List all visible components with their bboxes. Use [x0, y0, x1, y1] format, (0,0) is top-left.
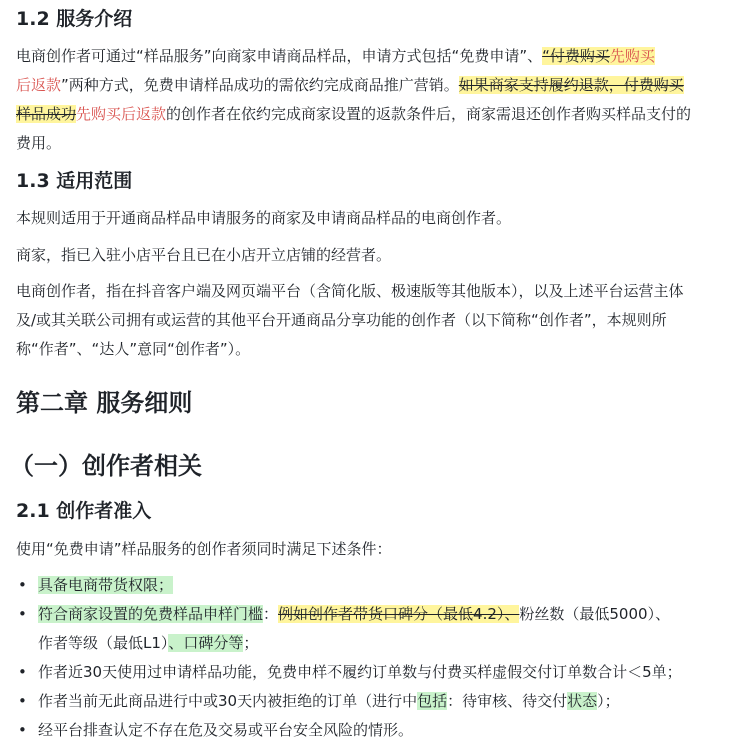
intro-line-3: [16, 100, 691, 129]
text-span: 经平台排查认定不存在危及交易或平台安全风险的情形。: [38, 721, 414, 739]
intro-line-1: [16, 42, 691, 71]
section-1-2: [16, 6, 132, 32]
list-item-line-1: [38, 600, 682, 629]
requirements-list: [16, 571, 682, 745]
highlight-green-text: 包括: [417, 692, 448, 710]
highlight-struck-text: “付费购买: [542, 47, 610, 65]
highlight-struck-text: 例如创作者带货口碑分（最低4.2）、: [278, 605, 520, 623]
text-span: 粉丝数（最低5000）、: [519, 605, 671, 623]
bullet-icon: •: [18, 721, 27, 739]
text-span: ：待审核、待交付: [447, 692, 568, 710]
red-text: 后返款: [16, 76, 62, 94]
text-span: ）；: [597, 692, 620, 710]
highlight-struck-text: 如果商家支持履约退款，付费购买: [458, 76, 684, 94]
text-span: ：: [263, 605, 279, 623]
part-1: [10, 450, 202, 482]
list-item: [16, 600, 682, 658]
text-span: 作者近30天使用过申请样品功能，免费申样不履约订单数与付费买样虚假交付订单数合计＜5单；: [38, 663, 682, 681]
list-item-line-2: [38, 629, 682, 658]
highlight-green-text: 具备电商带货权限；: [38, 576, 174, 594]
paragraph-merchant: 商家，指已入驻小店平台且已在小店开立店铺的经营者。: [16, 246, 392, 264]
creator-line-2: 及/或其关联公司拥有或运营的其他平台开通商品分享功能的创作者（以下简称“创作者”，本规则所: [16, 311, 667, 329]
highlight-green-text: 符合商家设置的免费样品申样门槛: [38, 605, 264, 623]
bullet-icon: •: [18, 663, 27, 681]
bullet-icon: •: [18, 605, 27, 623]
text-span: 电商创作者可通过“样品服务”向商家申请商品样品，申请方式包括“免费申请”、: [16, 47, 543, 65]
text-span: 作者等级（最低L1）: [38, 634, 169, 652]
list-item: [16, 658, 682, 687]
part-1-heading: （一）创作者相关: [10, 452, 202, 480]
bullet-icon: •: [18, 576, 27, 594]
red-text: 先购买后返款: [76, 105, 167, 123]
text-span: 的创作者在依约完成商家设置的返款条件后，商家需退还创作者购买样品支付的: [166, 105, 692, 123]
paragraph-requirements-intro: 使用“免费申请”样品服务的创作者须同时满足下述条件：: [16, 540, 392, 558]
section-2-1: [16, 498, 151, 524]
list-item: [16, 571, 682, 600]
chapter-2-heading: 第二章 服务细则: [16, 389, 193, 417]
highlight-green-text: 状态: [567, 692, 598, 710]
bullet-icon: •: [18, 692, 27, 710]
chapter-2: [16, 387, 192, 419]
text-span: 作者当前无此商品进行中或30天内被拒绝的订单（进行中: [38, 692, 418, 710]
paragraph-creator: [16, 277, 684, 364]
heading-2-1: 2.1 创作者准入: [16, 500, 152, 522]
creator-line-1: 电商创作者，指在抖音客户端及网页端平台（含简化版、极速版等其他版本），以及上述平台运营主体: [16, 282, 684, 300]
highlight-struck-text: 样品成功: [16, 105, 77, 123]
heading-1-2: 1.2 服务介绍: [16, 8, 133, 30]
paragraph-scope: 本规则适用于开通商品样品申请服务的商家及申请商品样品的电商创作者。: [16, 209, 512, 227]
paragraph-service-intro: [16, 42, 691, 158]
section-1-3: [16, 168, 132, 194]
highlight-green-text: 、口碑分等: [168, 634, 244, 652]
text-span: ”两种方式，免费申请样品成功的需依约完成商品推广营销。: [61, 76, 459, 94]
heading-1-3: 1.3 适用范围: [16, 170, 133, 192]
intro-line-4: 费用。: [16, 134, 62, 152]
intro-line-2: [16, 71, 691, 100]
highlight-red-text: 先购买: [609, 47, 655, 65]
text-span: ；: [243, 634, 259, 652]
list-item: [16, 687, 682, 716]
creator-line-3: 称“作者”、“达人”意同“创作者”）。: [16, 340, 251, 358]
